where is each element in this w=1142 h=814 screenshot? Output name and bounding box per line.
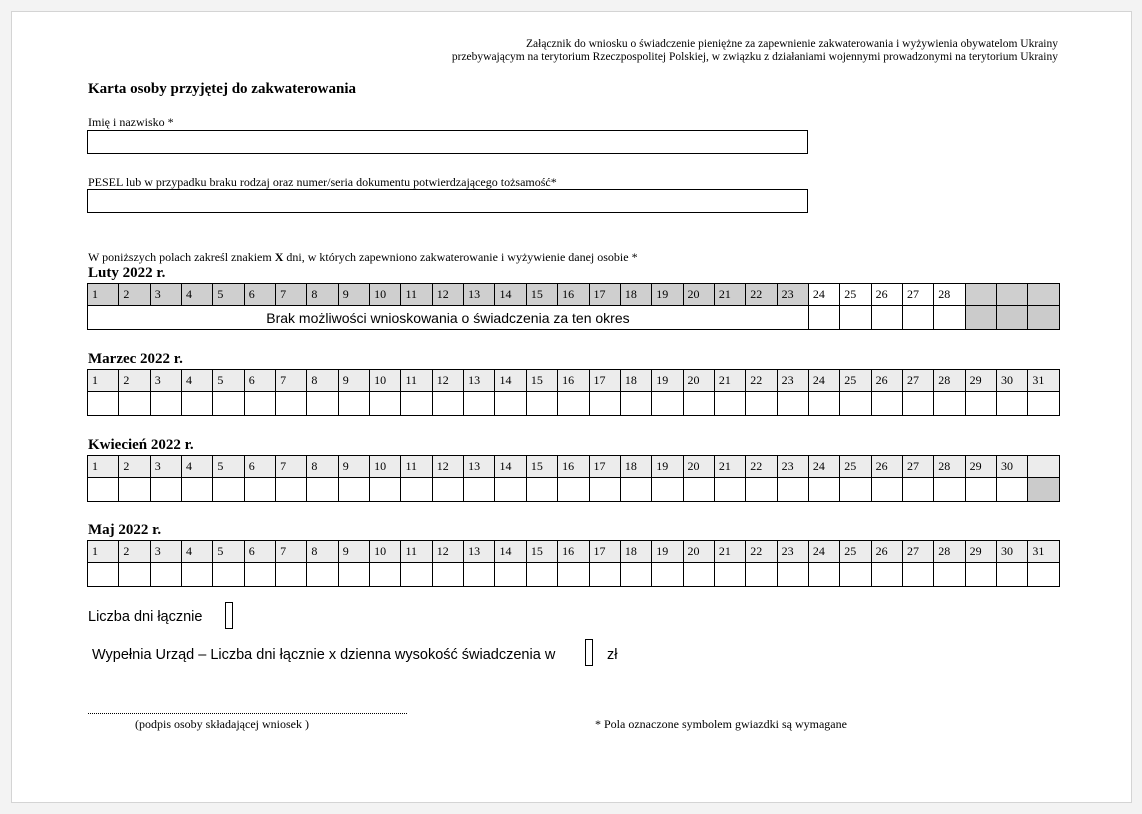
day-number: 26 <box>871 456 902 478</box>
empty-day-cell <box>1028 456 1060 478</box>
day-mark-cell[interactable] <box>902 478 933 502</box>
day-mark-row <box>88 563 1060 587</box>
day-mark-cell[interactable] <box>119 392 150 416</box>
day-number: 21 <box>714 456 745 478</box>
day-number: 17 <box>589 541 620 563</box>
day-mark-cell[interactable] <box>370 478 401 502</box>
day-mark-cell[interactable] <box>902 306 933 330</box>
day-mark-cell[interactable] <box>432 478 463 502</box>
day-mark-cell[interactable] <box>526 563 557 587</box>
day-number: 23 <box>777 284 808 306</box>
day-mark-cell[interactable] <box>526 478 557 502</box>
pesel-field[interactable] <box>87 189 808 213</box>
attachment-note-line-1: Załącznik do wniosku o świadczenie pieniężne za zapewnienie zakwaterowania i wyżywienia obywatelom Ukrainy <box>526 38 1058 50</box>
month-title-february: Luty 2022 r. <box>88 265 166 281</box>
day-mark-cell[interactable] <box>777 563 808 587</box>
day-number: 25 <box>840 370 871 392</box>
day-number: 7 <box>276 370 307 392</box>
day-number-row <box>88 541 1060 563</box>
day-number: 19 <box>652 284 683 306</box>
day-number: 30 <box>996 456 1027 478</box>
day-number: 12 <box>432 456 463 478</box>
day-number: 5 <box>213 456 244 478</box>
day-mark-cell[interactable] <box>965 392 996 416</box>
day-mark-cell[interactable] <box>589 478 620 502</box>
day-number: 1 <box>88 541 119 563</box>
day-mark-cell[interactable] <box>432 563 463 587</box>
day-number: 25 <box>840 541 871 563</box>
day-number: 8 <box>307 370 338 392</box>
instruction-mark: X <box>274 250 284 264</box>
day-number: 11 <box>401 456 432 478</box>
day-mark-cell[interactable] <box>307 478 338 502</box>
day-number: 19 <box>652 456 683 478</box>
day-number: 3 <box>150 284 181 306</box>
day-number: 21 <box>714 541 745 563</box>
day-number: 22 <box>746 541 777 563</box>
day-number: 8 <box>307 541 338 563</box>
day-number: 24 <box>808 541 839 563</box>
name-field[interactable] <box>87 130 808 154</box>
day-number: 29 <box>965 456 996 478</box>
day-mark-cell[interactable] <box>276 563 307 587</box>
day-number: 4 <box>182 541 213 563</box>
day-mark-cell[interactable] <box>777 392 808 416</box>
day-number: 27 <box>902 456 933 478</box>
day-mark-cell[interactable] <box>683 392 714 416</box>
day-number: 3 <box>150 370 181 392</box>
day-mark-cell[interactable] <box>526 392 557 416</box>
day-number: 22 <box>746 370 777 392</box>
day-mark-cell[interactable] <box>714 563 745 587</box>
day-mark-cell[interactable] <box>996 563 1027 587</box>
day-mark-cell[interactable] <box>620 563 651 587</box>
day-mark-cell[interactable] <box>871 478 902 502</box>
day-mark-cell[interactable] <box>558 392 589 416</box>
day-number: 18 <box>620 541 651 563</box>
day-mark-cell[interactable] <box>965 563 996 587</box>
day-mark-cell[interactable] <box>683 478 714 502</box>
day-number: 4 <box>182 370 213 392</box>
day-mark-cell[interactable] <box>620 478 651 502</box>
day-number: 20 <box>683 370 714 392</box>
empty-day-cell <box>996 284 1027 306</box>
day-mark-cell[interactable] <box>683 563 714 587</box>
day-number: 20 <box>683 541 714 563</box>
day-mark-cell[interactable] <box>714 392 745 416</box>
day-number: 2 <box>119 456 150 478</box>
calendar-march <box>87 369 1060 416</box>
day-number: 3 <box>150 456 181 478</box>
day-mark-cell[interactable] <box>1028 392 1060 416</box>
day-mark-cell[interactable] <box>589 392 620 416</box>
calendar-may <box>87 540 1060 587</box>
day-mark-cell[interactable] <box>652 478 683 502</box>
unavailable-period-notice: Brak możliwości wnioskowania o świadczenia za ten okres <box>88 306 809 330</box>
day-number: 4 <box>182 456 213 478</box>
day-number: 3 <box>150 541 181 563</box>
day-mark-cell[interactable] <box>808 306 839 330</box>
day-mark-cell[interactable] <box>808 478 839 502</box>
day-mark-cell[interactable] <box>746 563 777 587</box>
day-number: 10 <box>370 370 401 392</box>
day-number: 8 <box>307 456 338 478</box>
day-mark-cell[interactable] <box>213 478 244 502</box>
day-mark-cell[interactable] <box>746 478 777 502</box>
day-mark-cell[interactable] <box>746 392 777 416</box>
day-number: 1 <box>88 456 119 478</box>
currency-label: zł <box>607 647 618 663</box>
day-number: 9 <box>338 456 369 478</box>
day-mark-cell[interactable] <box>150 392 181 416</box>
day-number: 5 <box>213 284 244 306</box>
day-number: 5 <box>213 541 244 563</box>
day-number: 1 <box>88 370 119 392</box>
day-number: 11 <box>401 284 432 306</box>
day-mark-cell[interactable] <box>777 478 808 502</box>
days-total-label: Liczba dni łącznie <box>88 609 203 625</box>
day-number-row <box>88 370 1060 392</box>
day-mark-cell[interactable] <box>276 478 307 502</box>
day-number: 14 <box>495 456 526 478</box>
day-number: 14 <box>495 284 526 306</box>
day-number: 16 <box>558 541 589 563</box>
day-number: 16 <box>558 284 589 306</box>
day-mark-cell[interactable] <box>307 392 338 416</box>
day-number: 19 <box>652 370 683 392</box>
day-mark-cell[interactable] <box>307 563 338 587</box>
day-mark-cell[interactable] <box>88 478 119 502</box>
signature-label: (podpis osoby składającej wniosek ) <box>135 717 309 731</box>
calendar-february <box>87 283 1060 330</box>
day-number: 23 <box>777 541 808 563</box>
day-mark-cell[interactable] <box>558 563 589 587</box>
day-number: 13 <box>464 541 495 563</box>
day-number: 12 <box>432 284 463 306</box>
day-number: 17 <box>589 370 620 392</box>
day-number: 12 <box>432 370 463 392</box>
day-number: 28 <box>934 370 965 392</box>
day-number: 31 <box>1028 541 1060 563</box>
day-mark-cell[interactable] <box>1028 563 1060 587</box>
day-number: 27 <box>902 541 933 563</box>
day-mark-cell[interactable] <box>840 563 871 587</box>
day-mark-cell[interactable] <box>464 478 495 502</box>
day-number: 11 <box>401 370 432 392</box>
day-mark-cell[interactable] <box>714 478 745 502</box>
day-number: 14 <box>495 370 526 392</box>
day-number: 6 <box>244 541 275 563</box>
day-mark-cell[interactable] <box>840 306 871 330</box>
day-number: 2 <box>119 370 150 392</box>
day-mark-cell[interactable] <box>182 563 213 587</box>
day-number: 19 <box>652 541 683 563</box>
day-number: 23 <box>777 456 808 478</box>
day-number: 10 <box>370 456 401 478</box>
day-mark-cell[interactable] <box>338 478 369 502</box>
day-number: 14 <box>495 541 526 563</box>
day-mark-cell[interactable] <box>652 563 683 587</box>
day-number: 29 <box>965 541 996 563</box>
day-number: 26 <box>871 284 902 306</box>
signature-line <box>88 713 407 714</box>
day-number: 10 <box>370 541 401 563</box>
day-number: 9 <box>338 284 369 306</box>
day-mark-row <box>88 392 1060 416</box>
day-mark-cell[interactable] <box>244 478 275 502</box>
day-mark-row <box>88 306 1060 330</box>
day-mark-cell[interactable] <box>871 306 902 330</box>
day-mark-cell[interactable] <box>871 563 902 587</box>
office-amount-field[interactable] <box>585 639 593 666</box>
day-number: 7 <box>276 284 307 306</box>
day-number: 27 <box>902 284 933 306</box>
day-mark-cell[interactable] <box>464 392 495 416</box>
attachment-note <box>452 38 1058 64</box>
day-mark-cell[interactable] <box>902 392 933 416</box>
day-mark-cell[interactable] <box>495 478 526 502</box>
day-mark-cell[interactable] <box>871 392 902 416</box>
day-mark-row <box>88 478 1060 502</box>
day-mark-cell[interactable] <box>182 478 213 502</box>
day-number: 30 <box>996 370 1027 392</box>
day-mark-cell[interactable] <box>840 478 871 502</box>
day-number: 21 <box>714 284 745 306</box>
day-number: 29 <box>965 370 996 392</box>
day-mark-cell[interactable] <box>119 478 150 502</box>
day-number: 9 <box>338 370 369 392</box>
day-number: 6 <box>244 456 275 478</box>
day-number: 16 <box>558 370 589 392</box>
day-mark-cell[interactable] <box>495 392 526 416</box>
day-number: 31 <box>1028 370 1060 392</box>
day-number: 25 <box>840 456 871 478</box>
day-number-row <box>88 456 1060 478</box>
day-mark-cell[interactable] <box>808 563 839 587</box>
day-mark-cell[interactable] <box>432 392 463 416</box>
day-mark-cell[interactable] <box>401 478 432 502</box>
month-title-may: Maj 2022 r. <box>88 522 162 538</box>
day-number: 15 <box>526 284 557 306</box>
day-mark-cell[interactable] <box>934 478 965 502</box>
month-title-march: Marzec 2022 r. <box>88 351 183 367</box>
day-number: 28 <box>934 541 965 563</box>
day-mark-cell[interactable] <box>338 563 369 587</box>
day-mark-cell[interactable] <box>244 563 275 587</box>
day-mark-cell[interactable] <box>370 563 401 587</box>
day-number: 18 <box>620 370 651 392</box>
day-mark-cell[interactable] <box>965 478 996 502</box>
empty-mark-cell <box>965 306 996 330</box>
day-mark-cell[interactable] <box>840 392 871 416</box>
day-number: 7 <box>276 541 307 563</box>
day-mark-cell[interactable] <box>996 478 1027 502</box>
day-number: 13 <box>464 456 495 478</box>
day-mark-cell[interactable] <box>934 563 965 587</box>
day-mark-cell[interactable] <box>996 392 1027 416</box>
day-mark-cell[interactable] <box>182 392 213 416</box>
day-number: 18 <box>620 284 651 306</box>
day-mark-cell[interactable] <box>464 563 495 587</box>
day-number: 20 <box>683 456 714 478</box>
day-mark-cell[interactable] <box>119 563 150 587</box>
day-number: 27 <box>902 370 933 392</box>
day-mark-cell[interactable] <box>150 478 181 502</box>
days-total-field[interactable] <box>225 602 233 629</box>
day-mark-cell[interactable] <box>808 392 839 416</box>
empty-mark-cell <box>1028 306 1060 330</box>
name-label: Imię i nazwisko * <box>88 115 174 129</box>
day-number: 10 <box>370 284 401 306</box>
day-number: 5 <box>213 370 244 392</box>
day-number: 8 <box>307 284 338 306</box>
day-number: 15 <box>526 456 557 478</box>
office-calculation-label: Wypełnia Urząd – Liczba dni łącznie x dzienna wysokość świadczenia w <box>92 647 556 663</box>
day-number: 1 <box>88 284 119 306</box>
empty-day-cell <box>965 284 996 306</box>
day-number: 26 <box>871 541 902 563</box>
calendar-april <box>87 455 1060 502</box>
day-number: 25 <box>840 284 871 306</box>
attachment-note-line-2: przebywającym na terytorium Rzeczpospolitej Polskiej, w związku z działaniami wojennymi prowadzonymi na terytorium Ukrainy <box>451 51 1058 63</box>
day-number: 13 <box>464 284 495 306</box>
day-number: 2 <box>119 284 150 306</box>
day-number: 15 <box>526 370 557 392</box>
empty-mark-cell <box>996 306 1027 330</box>
day-mark-cell[interactable] <box>558 478 589 502</box>
day-mark-cell[interactable] <box>934 392 965 416</box>
day-mark-cell[interactable] <box>620 392 651 416</box>
day-mark-cell[interactable] <box>589 563 620 587</box>
day-number: 22 <box>746 284 777 306</box>
month-title-april: Kwiecień 2022 r. <box>88 437 194 453</box>
day-mark-cell[interactable] <box>88 392 119 416</box>
day-number: 15 <box>526 541 557 563</box>
day-mark-cell[interactable] <box>401 392 432 416</box>
day-mark-cell[interactable] <box>401 563 432 587</box>
day-number: 6 <box>244 284 275 306</box>
day-number: 17 <box>589 456 620 478</box>
day-mark-cell[interactable] <box>213 392 244 416</box>
day-mark-cell[interactable] <box>652 392 683 416</box>
day-number: 24 <box>808 284 839 306</box>
day-number: 26 <box>871 370 902 392</box>
day-number: 20 <box>683 284 714 306</box>
form-title: Karta osoby przyjętej do zakwaterowania <box>88 81 357 97</box>
day-number: 28 <box>934 456 965 478</box>
day-mark-cell[interactable] <box>370 392 401 416</box>
empty-mark-cell <box>1028 478 1060 502</box>
required-fields-note: * Pola oznaczone symbolem gwiazdki są wymagane <box>595 717 847 731</box>
day-number: 24 <box>808 456 839 478</box>
day-number: 13 <box>464 370 495 392</box>
instruction-after: dni, w których zapewniono zakwaterowanie i wyżywienie danej osobie * <box>283 250 638 264</box>
day-mark-cell[interactable] <box>150 563 181 587</box>
empty-day-cell <box>1028 284 1060 306</box>
pesel-label: PESEL lub w przypadku braku rodzaj oraz numer/seria dokumentu potwierdzającego tożsamość* <box>88 175 557 189</box>
day-mark-cell[interactable] <box>213 563 244 587</box>
document-page <box>11 11 1132 803</box>
day-number: 2 <box>119 541 150 563</box>
day-number: 4 <box>182 284 213 306</box>
day-number: 22 <box>746 456 777 478</box>
day-number: 7 <box>276 456 307 478</box>
day-mark-cell[interactable] <box>338 392 369 416</box>
day-number: 12 <box>432 541 463 563</box>
day-number: 18 <box>620 456 651 478</box>
day-number: 6 <box>244 370 275 392</box>
day-mark-cell[interactable] <box>495 563 526 587</box>
day-number: 30 <box>996 541 1027 563</box>
day-mark-cell[interactable] <box>902 563 933 587</box>
day-mark-cell[interactable] <box>244 392 275 416</box>
day-number: 17 <box>589 284 620 306</box>
day-number: 23 <box>777 370 808 392</box>
day-mark-cell[interactable] <box>934 306 965 330</box>
instruction-text <box>88 250 638 265</box>
day-number: 16 <box>558 456 589 478</box>
instruction-before: W poniższych polach zakreśl znakiem <box>88 250 275 264</box>
day-mark-cell[interactable] <box>276 392 307 416</box>
day-number: 24 <box>808 370 839 392</box>
day-mark-cell[interactable] <box>88 563 119 587</box>
day-number-row <box>88 284 1060 306</box>
day-number: 9 <box>338 541 369 563</box>
day-number: 11 <box>401 541 432 563</box>
day-number: 21 <box>714 370 745 392</box>
day-number: 28 <box>934 284 965 306</box>
